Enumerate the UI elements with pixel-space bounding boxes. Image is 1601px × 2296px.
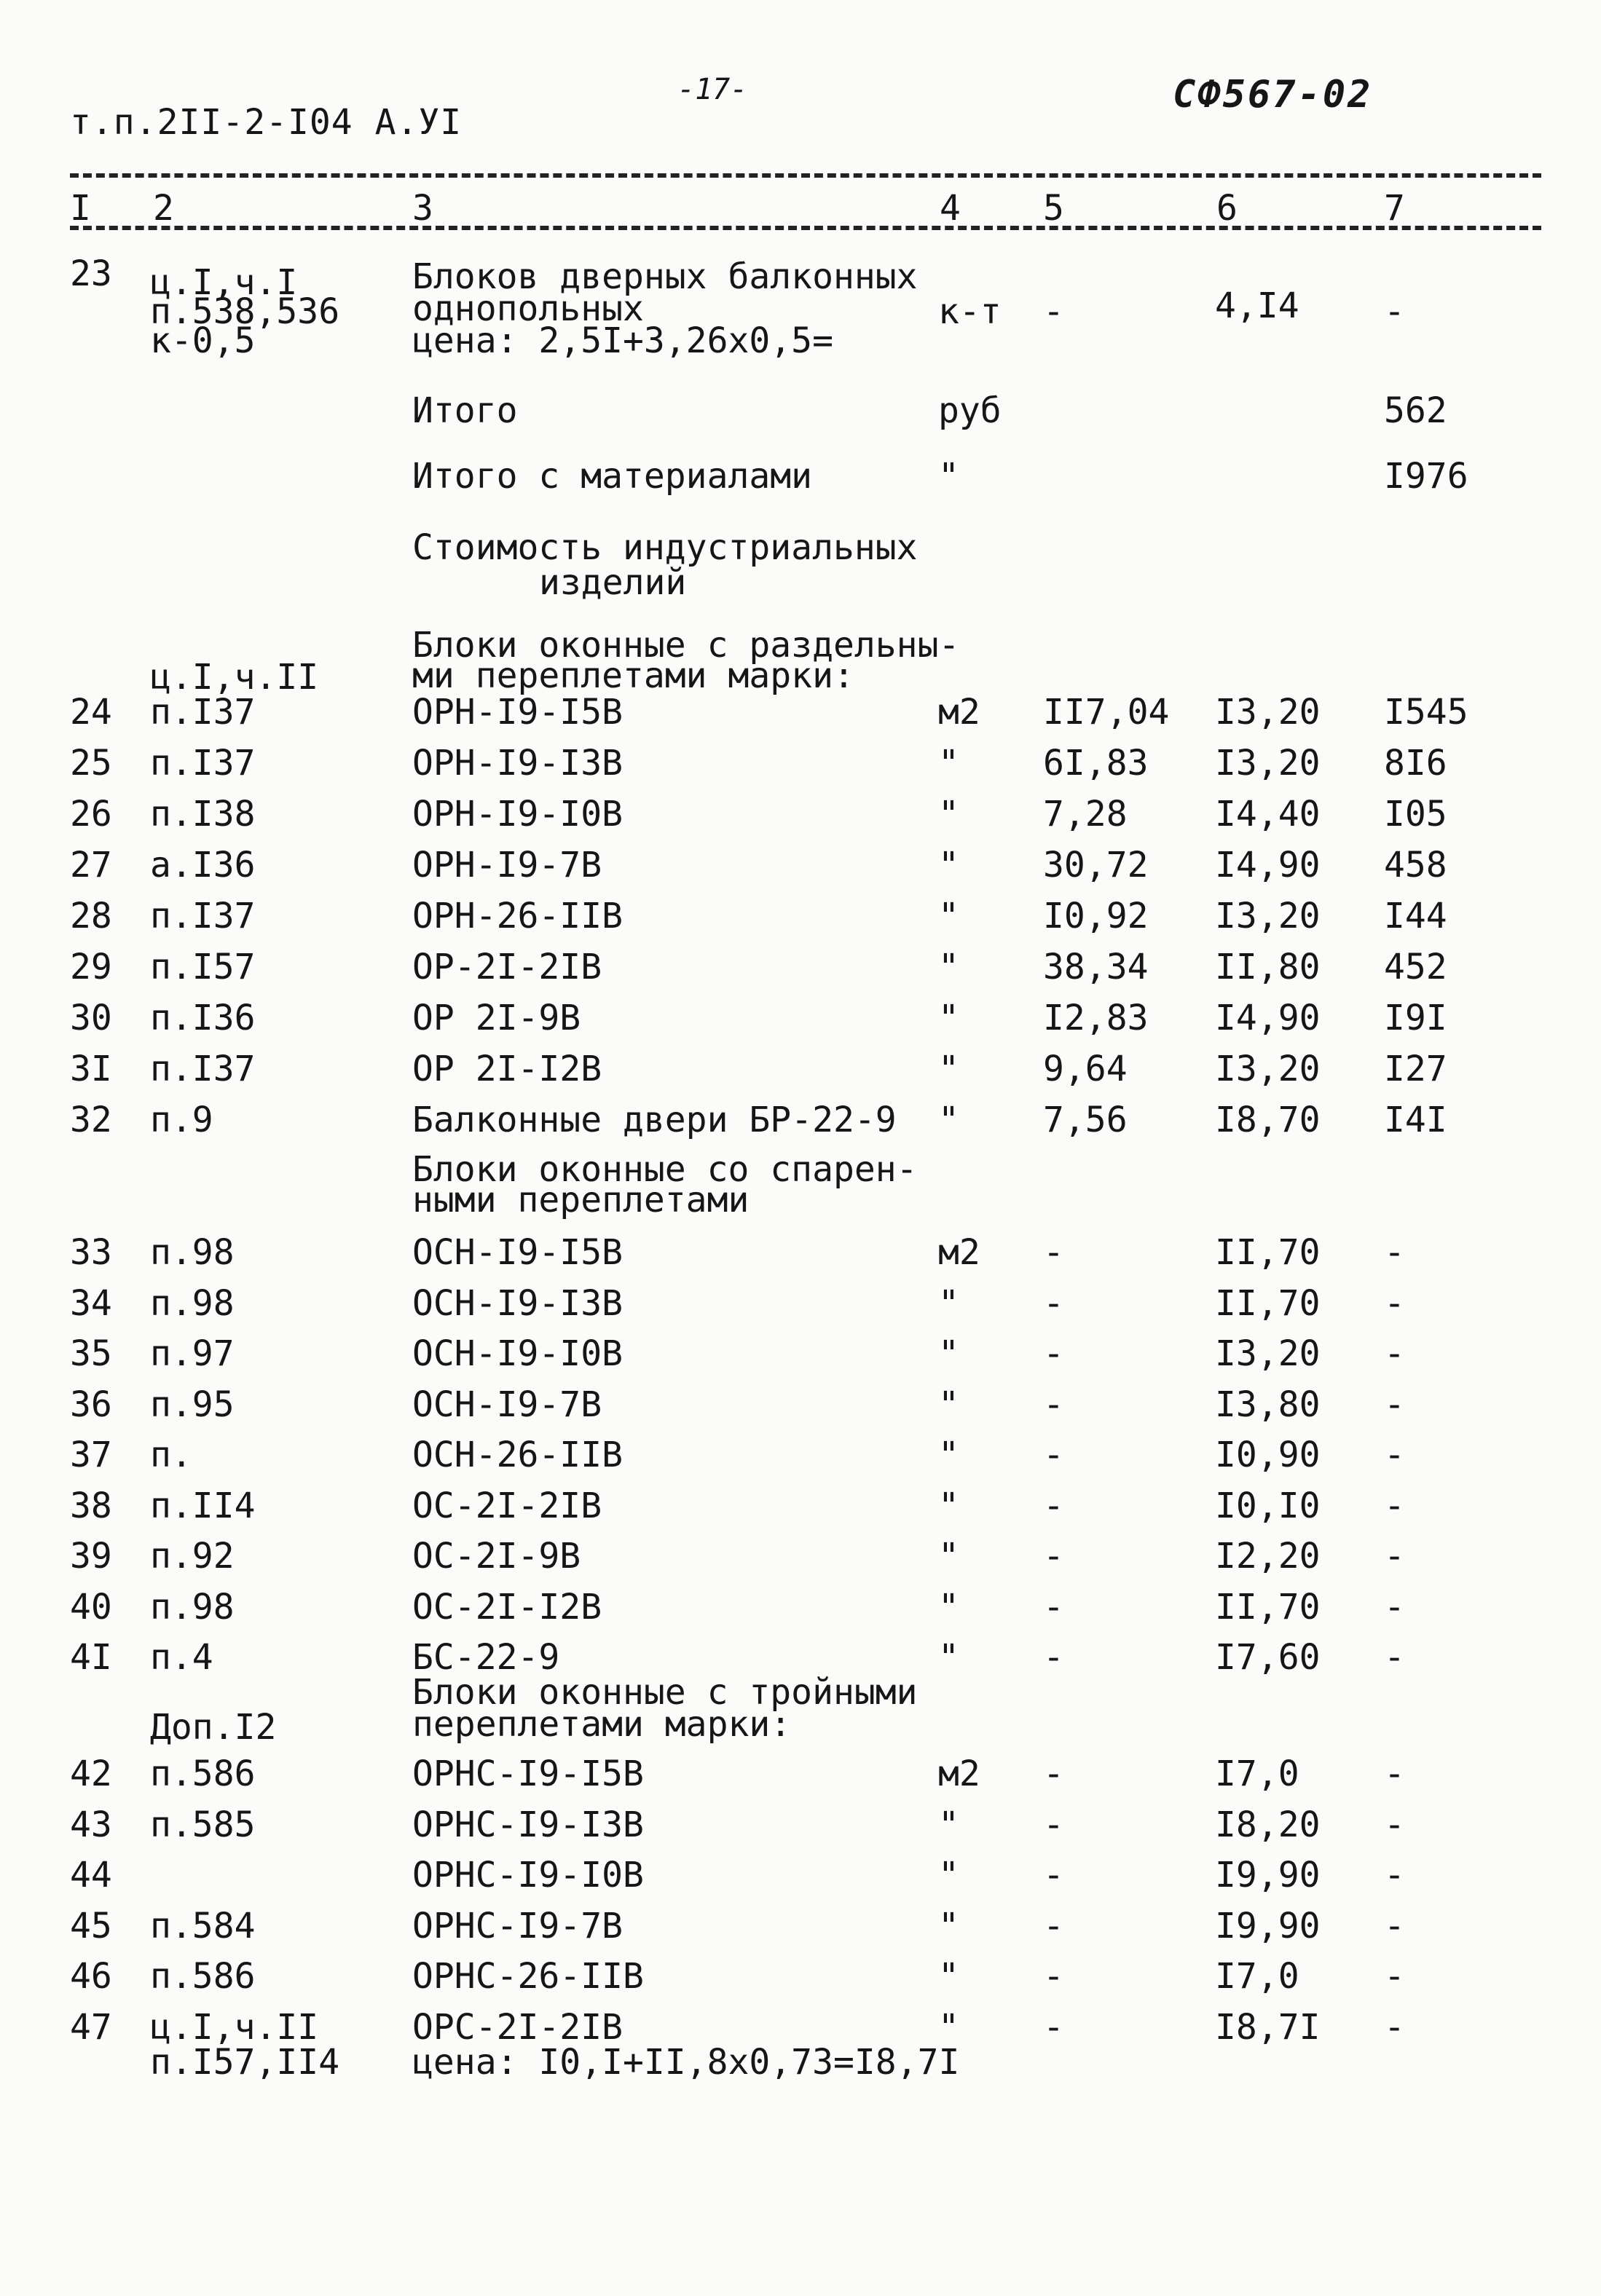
row-unit: "	[938, 1855, 959, 1895]
row-index: 46	[70, 1956, 112, 1997]
row-name: ОРНС-I9-7В	[412, 1905, 623, 1946]
row-qty: II7,04	[1043, 692, 1170, 733]
row-price: I0,90	[1215, 1435, 1321, 1475]
row-index: 43	[70, 1804, 112, 1845]
row-unit: "	[938, 1049, 959, 1089]
row-index: 47	[70, 2006, 112, 2048]
row-unit: "	[938, 998, 959, 1038]
row-ref: к-0,5	[150, 320, 256, 361]
row-qty: -	[1043, 291, 1064, 332]
row-name: ОРН-I9-I3В	[412, 743, 623, 784]
row-ref: п.9	[150, 1100, 213, 1140]
row-ref: п.98	[150, 1586, 235, 1628]
row-price: I3,20	[1215, 896, 1321, 936]
row-ref-continuation: п.I57,II4	[150, 2042, 340, 2083]
row-sum: I44	[1384, 896, 1447, 936]
row-ref: п.4	[150, 1637, 213, 1678]
section-heading: Стоимость индустриальных	[412, 527, 918, 568]
row-unit: "	[938, 1637, 959, 1678]
row-index: 3I	[70, 1049, 112, 1089]
row-ref: п.	[150, 1435, 192, 1475]
row-unit: "	[938, 1435, 959, 1475]
row-index: 38	[70, 1485, 112, 1526]
row-qty: -	[1043, 1586, 1064, 1628]
row-price: II,70	[1215, 1232, 1321, 1273]
section-heading: ми переплетами марки:	[412, 655, 854, 696]
row-ref: п.92	[150, 1536, 235, 1577]
row-unit: "	[938, 1384, 959, 1425]
row-name-continuation: цена: I0,I+II,8х0,73=I8,7I	[412, 2042, 960, 2083]
section-heading: Блоки оконные с тройными	[412, 1672, 918, 1713]
row-sum: -	[1384, 1905, 1405, 1946]
row-unit: "	[938, 1282, 959, 1324]
total-label: Итого	[412, 390, 518, 431]
row-name: ОРН-I9-7В	[412, 845, 602, 885]
row-name: ОСН-26-IIВ	[412, 1435, 623, 1475]
total-label: Итого с материалами	[412, 456, 813, 497]
total-unit: руб	[938, 390, 1002, 431]
total-sum: I976	[1384, 456, 1468, 497]
row-ref: п.II4	[150, 1485, 256, 1526]
row-name: ОСН-I9-7В	[412, 1384, 602, 1425]
row-sum: -	[1384, 1753, 1405, 1794]
row-qty: -	[1043, 1753, 1064, 1794]
row-ref: п.98	[150, 1232, 235, 1273]
total-unit: "	[938, 456, 959, 497]
row-sum: I05	[1384, 794, 1447, 835]
row-qty: 6I,83	[1043, 743, 1149, 784]
row-ref: п.I38	[150, 794, 256, 835]
row-price: I3,20	[1215, 1049, 1321, 1089]
col-num-5: 5	[1043, 188, 1064, 229]
row-qty: -	[1043, 1637, 1064, 1678]
row-price: I7,0	[1215, 1753, 1299, 1794]
row-sum: -	[1384, 1586, 1405, 1628]
col-num-6: 6	[1216, 188, 1238, 229]
row-index: 37	[70, 1435, 112, 1475]
row-index: 40	[70, 1586, 112, 1628]
row-ref: п.538,536	[150, 291, 340, 332]
row-name: ОРНС-I9-I0В	[412, 1855, 644, 1895]
row-qty: 7,28	[1043, 794, 1128, 835]
document-code: т.п.2II-2-I04 А.УI	[70, 102, 463, 143]
row-ref: п.585	[150, 1804, 256, 1845]
section-heading: переплетами марки:	[412, 1704, 792, 1745]
row-qty: -	[1043, 1485, 1064, 1526]
row-sum: -	[1384, 1232, 1405, 1273]
col-num-1: I	[70, 188, 91, 229]
row-name: ОС-2I-2IВ	[412, 1485, 602, 1526]
row-unit: "	[938, 1586, 959, 1628]
row-price: I7,0	[1215, 1956, 1299, 1997]
row-index: 36	[70, 1384, 112, 1425]
row-price: II,70	[1215, 1282, 1321, 1324]
row-name: ОС-2I-9В	[412, 1536, 581, 1577]
row-price: I8,70	[1215, 1100, 1321, 1140]
row-index: 32	[70, 1100, 112, 1140]
row-qty: -	[1043, 1333, 1064, 1374]
row-price: I7,60	[1215, 1637, 1321, 1678]
row-name: ОСН-I9-I0В	[412, 1333, 623, 1374]
row-qty: 9,64	[1043, 1049, 1128, 1089]
row-name: ОР 2I-9В	[412, 998, 581, 1038]
row-unit: "	[938, 1485, 959, 1526]
row-name: Блоков дверных балконных	[412, 256, 918, 297]
row-unit: "	[938, 1804, 959, 1845]
row-index: 28	[70, 896, 112, 936]
row-unit: к-т	[938, 291, 1002, 332]
row-index: 27	[70, 845, 112, 885]
row-name: БС-22-9	[412, 1637, 560, 1678]
row-unit: "	[938, 743, 959, 784]
section-heading: изделий	[539, 562, 687, 603]
row-ref: п.I57	[150, 947, 256, 987]
row-unit: "	[938, 1905, 959, 1946]
section-heading: ными переплетами	[412, 1180, 750, 1220]
row-ref: ц.I,ч.II	[150, 2006, 319, 2048]
row-sum: -	[1384, 291, 1405, 332]
col-num-2: 2	[153, 188, 174, 229]
row-qty: -	[1043, 1905, 1064, 1946]
row-unit: "	[938, 2006, 959, 2048]
row-sum: I4I	[1384, 1100, 1447, 1140]
row-price: 4,I4	[1215, 285, 1299, 326]
row-price: II,70	[1215, 1586, 1321, 1628]
row-price: I4,40	[1215, 794, 1321, 835]
row-unit: "	[938, 845, 959, 885]
row-qty: 30,72	[1043, 845, 1149, 885]
row-price: I2,20	[1215, 1536, 1321, 1577]
total-sum: 562	[1384, 390, 1447, 431]
row-index: 34	[70, 1282, 112, 1324]
row-price: I3,20	[1215, 1333, 1321, 1374]
row-name: ОР-2I-2IВ	[412, 947, 602, 987]
row-sum: 8I6	[1384, 743, 1447, 784]
row-name: ОСН-I9-I5В	[412, 1232, 623, 1273]
row-index: 42	[70, 1753, 112, 1794]
row-price: I3,20	[1215, 692, 1321, 733]
row-index: 30	[70, 998, 112, 1038]
row-name: ОРН-26-IIВ	[412, 896, 623, 936]
row-ref: п.98	[150, 1282, 235, 1324]
row-sum: -	[1384, 1855, 1405, 1895]
row-name: Балконные двери БР-22-9	[412, 1100, 897, 1140]
row-unit: "	[938, 1536, 959, 1577]
row-qty: -	[1043, 1232, 1064, 1273]
row-ref: п.97	[150, 1333, 235, 1374]
row-name: ОРН-I9-I5В	[412, 692, 623, 733]
row-unit: "	[938, 1956, 959, 1997]
row-name: ОС-2I-I2В	[412, 1586, 602, 1628]
row-qty: I2,83	[1043, 998, 1149, 1038]
section-ref: ц.I,ч.II	[150, 657, 319, 698]
row-sum: -	[1384, 1637, 1405, 1678]
row-sum: -	[1384, 2006, 1405, 2048]
row-unit: "	[938, 794, 959, 835]
row-sum: -	[1384, 1956, 1405, 1997]
row-price: I8,7I	[1215, 2006, 1321, 2048]
header-rule	[70, 226, 1541, 230]
row-index: 35	[70, 1333, 112, 1374]
row-ref: п.I36	[150, 998, 256, 1038]
row-ref: п.95	[150, 1384, 235, 1425]
row-qty: -	[1043, 1855, 1064, 1895]
row-index: 4I	[70, 1637, 112, 1678]
col-num-3: 3	[412, 188, 433, 229]
row-qty: -	[1043, 1435, 1064, 1475]
row-index: 33	[70, 1232, 112, 1273]
row-unit: м2	[938, 1232, 980, 1273]
row-qty: I0,92	[1043, 896, 1149, 936]
row-sum: 458	[1384, 845, 1447, 885]
row-index: 44	[70, 1855, 112, 1895]
row-name: ОРНС-I9-I3В	[412, 1804, 644, 1845]
row-unit: "	[938, 947, 959, 987]
row-ref: п.I37	[150, 896, 256, 936]
row-ref: п.I37	[150, 743, 256, 784]
row-index: 39	[70, 1536, 112, 1577]
row-sum: I27	[1384, 1049, 1447, 1089]
row-qty: -	[1043, 2006, 1064, 2048]
row-index: 24	[70, 692, 112, 733]
row-unit: м2	[938, 692, 980, 733]
row-index: 26	[70, 794, 112, 835]
row-ref: ц.I,ч.I	[150, 262, 298, 303]
row-index: 23	[70, 253, 112, 294]
row-price: I4,90	[1215, 998, 1321, 1038]
row-qty: -	[1043, 1282, 1064, 1324]
row-sum: -	[1384, 1536, 1405, 1577]
row-ref: п.586	[150, 1956, 256, 1997]
sheet-code: СФ567-02	[1173, 73, 1373, 117]
row-sum: -	[1384, 1384, 1405, 1425]
section-ref: Доп.I2	[150, 1707, 277, 1748]
row-index: 25	[70, 743, 112, 784]
row-name: цена: 2,5I+3,26х0,5=	[412, 320, 833, 361]
row-sum: -	[1384, 1485, 1405, 1526]
row-ref: п.586	[150, 1753, 256, 1794]
row-qty: -	[1043, 1536, 1064, 1577]
row-unit: "	[938, 896, 959, 936]
row-name: однопольных	[412, 288, 644, 329]
row-sum: -	[1384, 1804, 1405, 1845]
row-price: I0,I0	[1215, 1485, 1321, 1526]
row-name: ОРН-I9-I0В	[412, 794, 623, 835]
row-sum: I9I	[1384, 998, 1447, 1038]
section-heading: Блоки оконные с раздельны-	[412, 625, 960, 666]
row-price: I3,20	[1215, 743, 1321, 784]
row-sum: -	[1384, 1435, 1405, 1475]
row-index: 29	[70, 947, 112, 987]
row-qty: -	[1043, 1804, 1064, 1845]
col-num-7: 7	[1384, 188, 1405, 229]
row-qty: 38,34	[1043, 947, 1149, 987]
row-ref: п.584	[150, 1905, 256, 1946]
section-heading: Блоки оконные со спарен-	[412, 1149, 918, 1190]
row-ref: п.I37	[150, 692, 256, 733]
row-price: I9,90	[1215, 1855, 1321, 1895]
row-unit: "	[938, 1333, 959, 1374]
row-price: I3,80	[1215, 1384, 1321, 1425]
row-name: ОРС-2I-2IВ	[412, 2006, 623, 2048]
row-qty: -	[1043, 1956, 1064, 1997]
row-price: II,80	[1215, 947, 1321, 987]
row-qty: -	[1043, 1384, 1064, 1425]
row-sum: -	[1384, 1282, 1405, 1324]
row-ref: а.I36	[150, 845, 256, 885]
row-name: ОРНС-I9-I5В	[412, 1753, 644, 1794]
col-num-4: 4	[940, 188, 961, 229]
row-sum: -	[1384, 1333, 1405, 1374]
row-ref: п.I37	[150, 1049, 256, 1089]
row-qty: 7,56	[1043, 1100, 1128, 1140]
row-unit: м2	[938, 1753, 980, 1794]
row-sum: 452	[1384, 947, 1447, 987]
row-price: I4,90	[1215, 845, 1321, 885]
top-rule	[70, 173, 1541, 178]
row-name: ОСН-I9-I3В	[412, 1282, 623, 1324]
row-unit: "	[938, 1100, 959, 1140]
row-name: ОР 2I-I2В	[412, 1049, 602, 1089]
row-index: 45	[70, 1905, 112, 1946]
page-number: -17-	[677, 73, 748, 106]
row-price: I9,90	[1215, 1905, 1321, 1946]
row-name: ОРНС-26-IIВ	[412, 1956, 644, 1997]
row-price: I8,20	[1215, 1804, 1321, 1845]
row-sum: I545	[1384, 692, 1468, 733]
